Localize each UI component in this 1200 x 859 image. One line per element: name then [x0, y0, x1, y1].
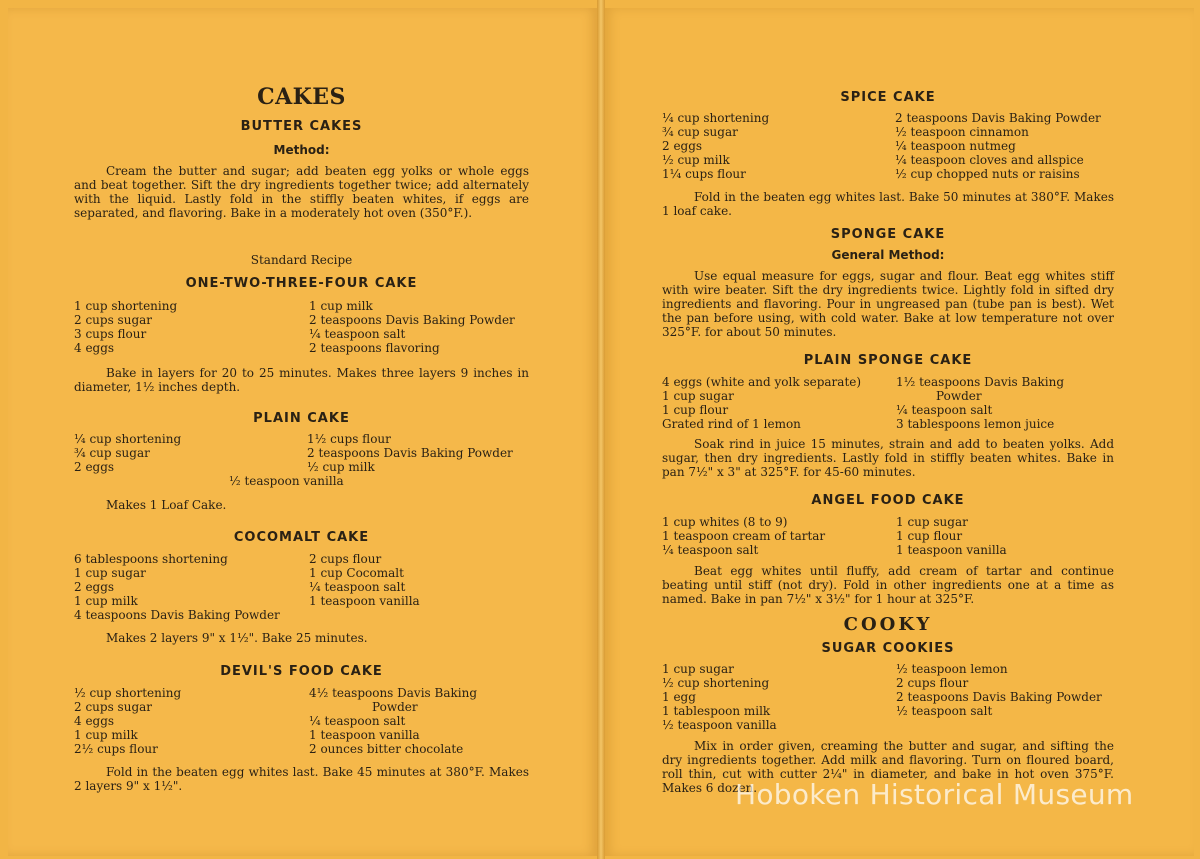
ingredient: 1 cup milk	[74, 594, 138, 608]
ingredient: 2 teaspoons Davis Baking Powder	[896, 690, 1102, 704]
ingredient: 2 teaspoons Davis Baking Powder	[307, 446, 513, 460]
ingredient: 1 egg	[662, 690, 696, 704]
ingredient: 2½ cups flour	[74, 742, 158, 756]
ingredient: 2 ounces bitter chocolate	[309, 742, 464, 756]
ingredient: 1 cup flour	[896, 529, 963, 543]
ingredient: ¼ teaspoon salt	[662, 543, 759, 557]
ingredient: ¼ teaspoon salt	[309, 714, 406, 728]
ingredient: Powder	[372, 700, 418, 714]
general-method-label: General Method:	[831, 248, 945, 262]
ingredient: ½ cup milk	[662, 153, 730, 167]
ottf-cake-heading: ONE-TWO-THREE-FOUR CAKE	[185, 276, 418, 291]
ingredient: ¼ cup shortening	[74, 432, 182, 446]
ingredient: ¼ cup shortening	[662, 111, 770, 125]
ingredient: ¼ teaspoon nutmeg	[895, 139, 1016, 153]
ingredient: 1 teaspoon cream of tartar	[662, 529, 826, 543]
ingredient: ½ teaspoon vanilla	[229, 474, 344, 488]
butter-cakes-method: Cream the butter and sugar; add beaten egg yolks or whole eggs and beat together. Sift the dry ingredients together twice; add alternately with the liquid. Lastly fold in the stiffly beaten whites, if eggs are separated, and flavoring. Bake in a moderately hot oven (350°F.).	[74, 164, 529, 220]
ingredient: 1 cup whites (8 to 9)	[662, 515, 788, 529]
plain-cake-heading: PLAIN CAKE	[253, 411, 350, 426]
sponge-cake-heading: SPONGE CAKE	[830, 227, 946, 242]
ingredient: ½ teaspoon cinnamon	[895, 125, 1029, 139]
ingredient: 3 cups flour	[74, 327, 147, 341]
ingredient: 2 cups sugar	[74, 700, 153, 714]
devils-food-directions: Fold in the beaten egg whites last. Bake 45 minutes at 380°F. Makes 2 layers 9" x 1½".	[74, 765, 529, 793]
ottf-directions: Bake in layers for 20 to 25 minutes. Makes three layers 9 inches in diameter, 1½ inches depth.	[74, 366, 529, 394]
ingredient: ¼ teaspoon salt	[309, 580, 406, 594]
ingredient: 2 cups sugar	[74, 313, 153, 327]
ingredient: 2 teaspoons Davis Baking Powder	[309, 313, 515, 327]
ingredient: 1 cup shortening	[74, 299, 178, 313]
spice-cake-heading: SPICE CAKE	[840, 90, 936, 105]
cocomalt-cake-heading: COCOMALT CAKE	[233, 530, 370, 545]
ingredient: Powder	[936, 389, 982, 403]
ingredient: 2 cups flour	[896, 676, 969, 690]
ingredient: 2 eggs	[74, 460, 115, 474]
ingredient: 2 teaspoons flavoring	[309, 341, 440, 355]
ingredient: ½ cup shortening	[74, 686, 182, 700]
angel-food-directions: Beat egg whites until fluffy, add cream of tartar and continue beating until stiff (not dry). Fold in other ingredients one at a time as named. Bake in pan 7½" x 3½" for 1 hour at 325°F.	[662, 564, 1114, 606]
butter-cakes-heading: BUTTER CAKES	[240, 119, 363, 134]
angel-food-heading: ANGEL FOOD CAKE	[811, 493, 965, 508]
plain-sponge-directions: Soak rind in juice 15 minutes, strain and add to beaten yolks. Add sugar, then dry ingredients. Lastly fold in stiffly beaten whites. Bake in pan 7½" x 3" at 325°F. for 45-60 minutes.	[662, 437, 1114, 479]
ingredient: 4 teaspoons Davis Baking Powder	[74, 608, 280, 622]
museum-watermark: Hoboken Historical Museum	[735, 778, 1134, 811]
plain-sponge-heading: PLAIN SPONGE CAKE	[803, 353, 973, 368]
ingredient: ½ teaspoon salt	[896, 704, 993, 718]
ingredient: 3 tablespoons lemon juice	[896, 417, 1055, 431]
ingredient: 1½ teaspoons Davis Baking	[896, 375, 1065, 389]
devils-food-heading: DEVIL'S FOOD CAKE	[220, 664, 383, 679]
ingredient: 1½ cups flour	[307, 432, 391, 446]
ingredient: 1 cup Cocomalt	[309, 566, 404, 580]
ingredient: 4 eggs (white and yolk separate)	[662, 375, 862, 389]
ingredient: ¾ cup sugar	[74, 446, 150, 460]
ingredient: ¼ teaspoon salt	[896, 403, 993, 417]
ingredient: ½ cup milk	[307, 460, 375, 474]
ingredient: ¼ teaspoon cloves and allspice	[895, 153, 1084, 167]
plain-cake-directions: Makes 1 Loaf Cake.	[106, 498, 227, 512]
ingredient: 4½ teaspoons Davis Baking	[309, 686, 478, 700]
standard-recipe-label: Standard Recipe	[250, 253, 353, 267]
ingredient: ½ cup chopped nuts or raisins	[895, 167, 1080, 181]
page-title: CAKES	[257, 84, 346, 110]
ingredient: 1¼ cups flour	[662, 167, 746, 181]
page-gutter	[597, 0, 605, 859]
ingredient: 6 tablespoons shortening	[74, 552, 228, 566]
ingredient: 1 cup sugar	[662, 389, 734, 403]
ingredient: ½ teaspoon vanilla	[662, 718, 777, 732]
sugar-cookies-directions: Mix in order given, creaming the butter and sugar, and sifting the dry ingredients together. Add milk and flavoring. Turn on floured board, roll thin, cut with cutter 2¼" in diameter, and bake in hot oven 375°F. Makes 6 dozen.	[662, 739, 1114, 795]
sugar-cookies-heading: SUGAR COOKIES	[821, 641, 955, 656]
ingredient: ¼ teaspoon salt	[309, 327, 406, 341]
sponge-cake-method: Use equal measure for eggs, sugar and flour. Beat egg whites stiff with wire beater. Sift the dry ingredients twice. Lightly fold in sifted dry ingredients and flavoring. Pour in ungreased pan (tube pan is best). Wet the pan before using, with cold water. Bake at low temperature not over 325°F. for about 50 minutes.	[662, 269, 1114, 339]
ingredient: 1 cup sugar	[662, 662, 734, 676]
ingredient: 1 cup milk	[309, 299, 373, 313]
ingredient: ¾ cup sugar	[662, 125, 738, 139]
ingredient: 1 teaspoon vanilla	[309, 594, 420, 608]
ingredient: 1 teaspoon vanilla	[309, 728, 420, 742]
ingredient: 1 teaspoon vanilla	[896, 543, 1007, 557]
ingredient: ½ cup shortening	[662, 676, 770, 690]
ingredient: ½ teaspoon lemon	[896, 662, 1008, 676]
ingredient: 1 tablespoon milk	[662, 704, 771, 718]
ingredient: 4 eggs	[74, 714, 115, 728]
ingredient: 2 eggs	[662, 139, 703, 153]
ingredient: 2 cups flour	[309, 552, 382, 566]
ingredient: 1 cup flour	[662, 403, 729, 417]
cooky-title: COOKY	[843, 614, 933, 635]
ingredient: 2 eggs	[74, 580, 115, 594]
ingredient: 2 teaspoons Davis Baking Powder	[895, 111, 1101, 125]
ingredient: 1 cup sugar	[896, 515, 968, 529]
ingredient: 1 cup milk	[74, 728, 138, 742]
ingredient: 1 cup sugar	[74, 566, 146, 580]
method-label: Method:	[273, 143, 330, 157]
spice-cake-directions: Fold in the beaten egg whites last. Bake 50 minutes at 380°F. Makes 1 loaf cake.	[662, 190, 1114, 218]
ingredient: Grated rind of 1 lemon	[662, 417, 801, 431]
ingredient: 4 eggs	[74, 341, 115, 355]
cocomalt-directions: Makes 2 layers 9" x 1½". Bake 25 minutes.	[106, 631, 368, 645]
